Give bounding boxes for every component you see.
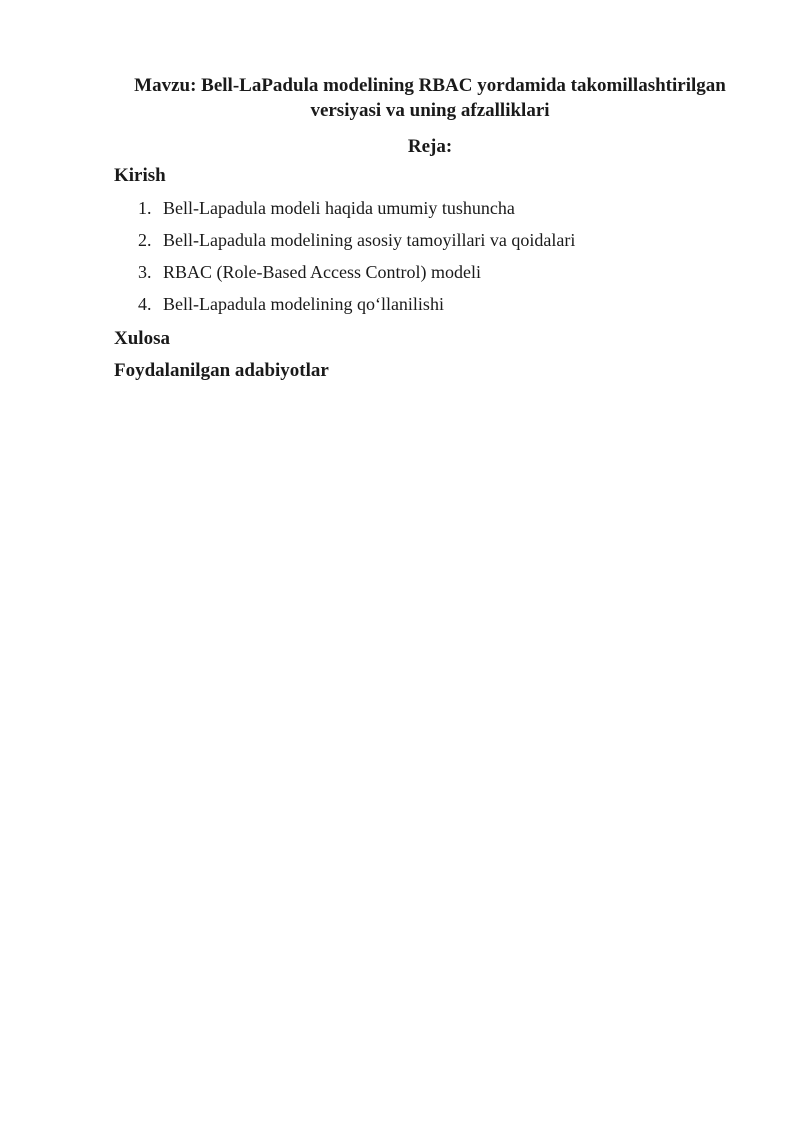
plan-item-text: RBAC (Role-Based Access Control) modeli [163, 262, 481, 282]
plan-item-text: Bell-Lapadula modelining asosiy tamoyillari va qoidalari [163, 230, 576, 250]
plan-item-text: Bell-Lapadula modeli haqida umumiy tushuncha [163, 198, 515, 218]
plan-item-number: 3. [138, 262, 152, 282]
references-heading: Foydalanilgan adabiyotlar [114, 360, 329, 381]
plan-item-number: 4. [138, 294, 152, 314]
plan-item-number: 2. [138, 230, 152, 250]
plan-item-text: Bell-Lapadula modelining qo‘llanilishi [163, 294, 444, 314]
intro-heading: Kirish [114, 165, 166, 186]
conclusion-heading: Xulosa [114, 328, 170, 349]
plan-heading: Reja: [407, 136, 453, 157]
plan-item-number: 1. [138, 198, 152, 218]
document-title: Mavzu: Bell-LaPadula modelining RBAC yordamida takomillashtirilgan versiyasi va uning afzalliklari [134, 75, 726, 121]
